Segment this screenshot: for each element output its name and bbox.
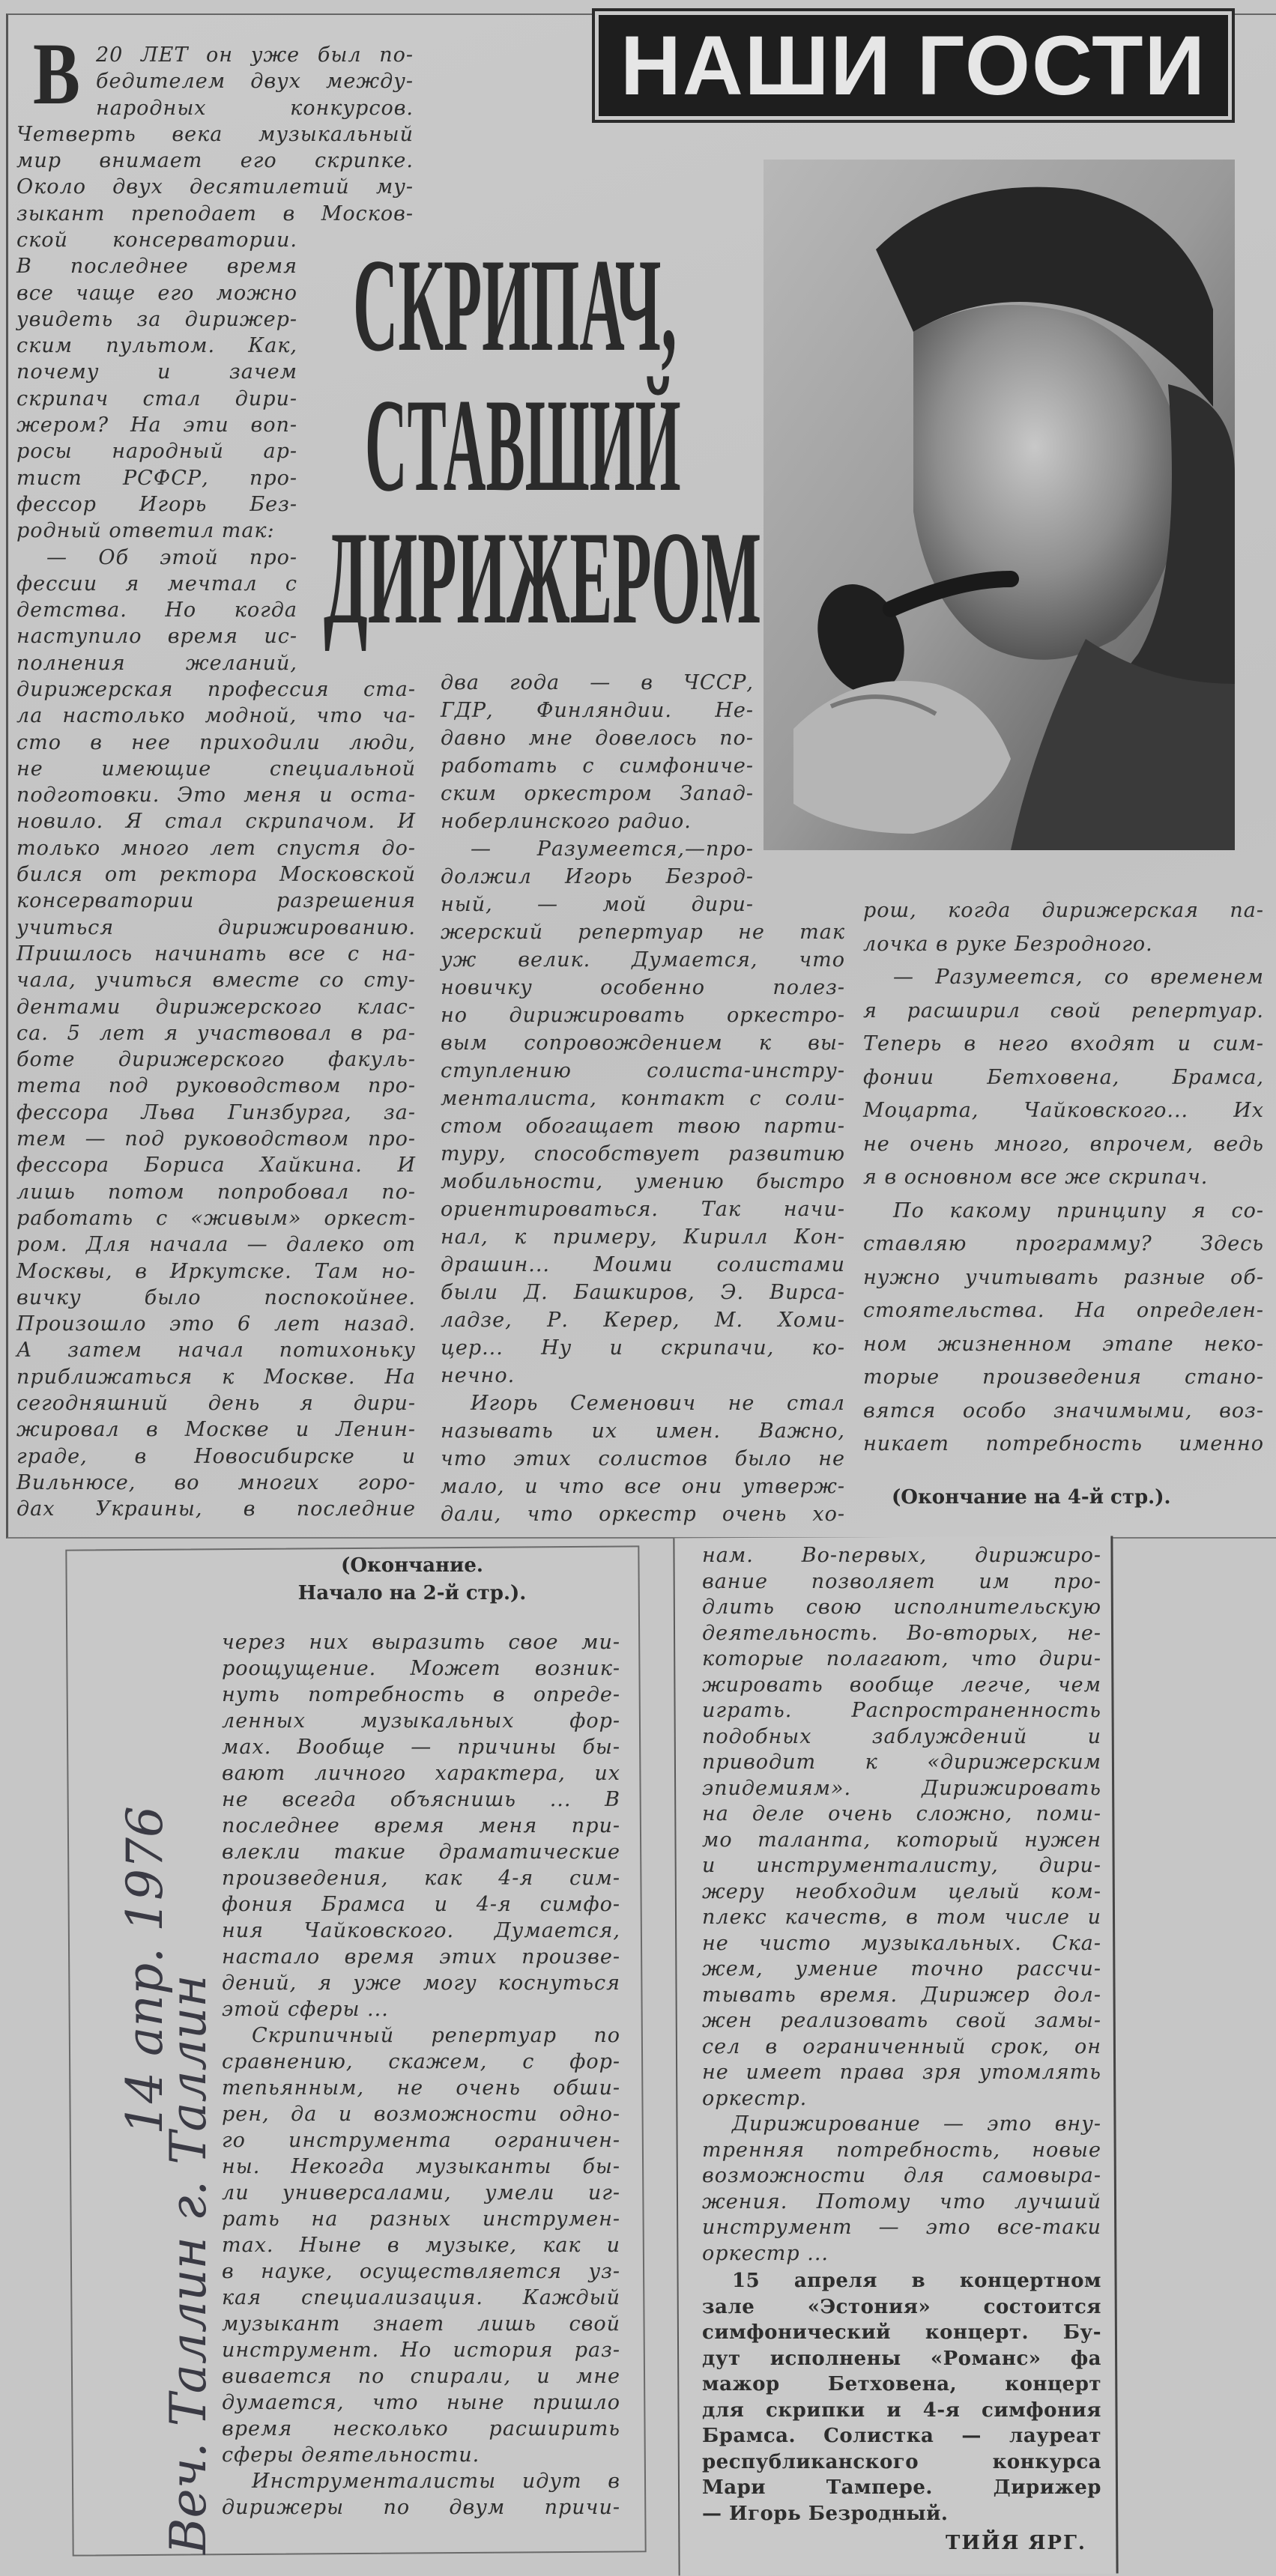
text-line: тист РСФСР, про- — [16, 466, 297, 490]
text-line: оркестр ... — [702, 2241, 829, 2265]
text-line: лочка в руке Безродного. — [863, 932, 1153, 956]
section-title: НАШИ ГОСТИ — [620, 18, 1207, 112]
paragraph — [16, 676, 416, 1523]
text-line: рош, когда дирижерская па- — [863, 899, 1264, 922]
text-line: Скрипичный репертуар по — [252, 2024, 620, 2047]
portrait-photo — [764, 160, 1235, 850]
concert-announcement — [702, 2268, 1101, 2527]
continuation-note — [247, 1552, 577, 1607]
text-line: почему и зачем — [16, 360, 297, 384]
text-line: только много лет спустя до- — [16, 836, 416, 860]
text-line: что этих солистов было не — [441, 1447, 845, 1470]
continuation-note-line-2: Начало на 2-й стр.). — [297, 1582, 527, 1604]
handwritten-annotation — [116, 1581, 217, 2554]
text-line: фессора Бориса Хайкина. И — [16, 1154, 416, 1178]
text-line: чала, учиться вместе со сту- — [16, 969, 416, 992]
text-line: полнения желаний, — [16, 651, 297, 675]
text-line: мо таланта, который нужен — [702, 1828, 1101, 1852]
continuation-column-2 — [702, 1543, 1101, 2267]
text-line: Пришлось начинать все с на- — [16, 942, 416, 966]
text-line: фессора Льва Гинзбурга, за- — [16, 1100, 416, 1124]
paragraph — [16, 545, 297, 676]
text-line: ный, — мой дири- — [441, 893, 754, 916]
text-line: сегодняшний день я дири- — [16, 1392, 416, 1416]
text-line: через них выразить свое ми- — [222, 1631, 620, 1654]
text-line: вивается по спирали, и мне — [222, 2365, 620, 2388]
text-line: лишь потом попробовал по- — [16, 1180, 416, 1204]
text-line: играть. Распространенность — [702, 1699, 1101, 1722]
text-line: вым сопровождением к вы- — [441, 1031, 845, 1055]
text-line: возможности для самовыра- — [702, 2164, 1101, 2187]
text-line: не всегда объяснишь ... В — [222, 1788, 620, 1811]
text-line: сто в нее приходили люди, — [16, 730, 416, 754]
text-line: торые произведения стано- — [863, 1366, 1264, 1389]
text-line: инструмент. Но история раз- — [222, 2339, 620, 2362]
article-column-1-narrow — [16, 227, 297, 676]
text-line: тепьянным, не очень обши- — [222, 2076, 620, 2100]
paragraph — [863, 1195, 1264, 1461]
text-line: нам. Во-первых, дирижиро- — [702, 1544, 1101, 1567]
text-line: — Разумеется,—про- — [471, 837, 754, 861]
text-line: длить свою исполнительскую — [702, 1595, 1101, 1619]
text-line: консерватории разрешения — [16, 889, 416, 913]
text-line: В последнее время — [16, 255, 297, 279]
text-line: мир внимает его скрипке. — [16, 149, 414, 173]
section-header — [592, 8, 1235, 123]
paragraph — [222, 2468, 620, 2521]
text-line: нужно учитывать разные об- — [863, 1265, 1264, 1289]
text-line: были Д. Башкиров, Э. Вирса- — [441, 1281, 845, 1304]
text-line: подобных заблуждений и — [702, 1724, 1101, 1748]
text-line: вятся особо значимыми, воз- — [863, 1398, 1264, 1422]
text-line: и инструменталисту, дири- — [702, 1854, 1101, 1877]
text-line: сравнению, скажем, с фор- — [222, 2050, 620, 2073]
paragraph — [863, 961, 1264, 1195]
text-line: дали, что оркестр очень хо- — [441, 1503, 845, 1526]
text-line: не чисто музыкальных. Ска- — [702, 1931, 1101, 1955]
text-line: фония Брамса и 4-я симфо- — [222, 1893, 620, 1916]
paragraph — [441, 918, 845, 1389]
article-column-2-wide — [441, 918, 845, 1528]
text-line: дентами дирижерского клас- — [16, 995, 416, 1019]
text-line: зале «Эстония» состоится — [702, 2295, 1101, 2318]
handwritten-date: 14 апр. 1976 — [116, 1806, 174, 2135]
text-line: мало, и что все они утверж- — [441, 1475, 845, 1498]
text-line: Мари Тампере. Дирижер — [702, 2476, 1101, 2499]
text-line: сферы деятельности. — [222, 2443, 480, 2467]
text-line: Инструменталисты идут в — [252, 2470, 620, 2493]
text-line: жеру необходим целый ком- — [702, 1879, 1101, 1903]
text-line: которые полагают, что дири- — [702, 1647, 1101, 1670]
text-line: 20 ЛЕТ он уже был по- — [96, 43, 414, 67]
continuation-column-1 — [222, 1629, 620, 2521]
text-line: жения. Потому что лучший — [702, 2189, 1101, 2213]
headline-line-2: СТАВШИЙ — [365, 371, 681, 519]
text-line: наступило время ис- — [16, 625, 297, 649]
text-line: настало время этих произве- — [222, 1945, 620, 1969]
text-line: не имеющие специальной — [16, 757, 416, 781]
paragraph — [702, 1543, 1101, 2112]
text-line: жировать вообще легче, чем — [702, 1673, 1101, 1697]
text-line: должил Игорь Безрод- — [441, 865, 754, 888]
text-line: ны. Некогда музыканты бы- — [222, 2155, 620, 2178]
portrait-image — [764, 160, 1235, 850]
text-line: для скрипки и 4-я симфония — [702, 2398, 1101, 2422]
text-line: — Разумеется, со временем — [893, 966, 1264, 989]
text-line: туру, способствует развитию — [441, 1142, 845, 1166]
text-line: — Игорь Безродный. — [702, 2502, 949, 2525]
text-line: рен, да и возможности одно- — [222, 2103, 620, 2126]
text-line: в науке, осуществляется уз- — [222, 2260, 620, 2283]
text-line: жерский репертуар не так — [441, 921, 845, 944]
text-line: музыкант знает лишь свой — [222, 2312, 620, 2336]
article-column-2-narrow — [441, 669, 754, 918]
text-line: По какому принципу я со- — [893, 1198, 1264, 1222]
text-line: все чаще его можно — [16, 281, 297, 305]
text-line: давно мне довелось по- — [441, 727, 754, 750]
text-line: на деле очень сложно, поми- — [702, 1802, 1101, 1825]
text-line: фессии я мечтал с — [16, 572, 297, 595]
article-column-1-wide — [16, 676, 416, 1523]
text-line: жем, умение точно рассчи- — [702, 1957, 1101, 1981]
text-line: тренняя потребность, новые — [702, 2138, 1101, 2162]
text-line: рать на разных инструмен- — [222, 2207, 620, 2231]
text-line: симфонический концерт. Бу- — [702, 2321, 1101, 2344]
text-line: новичку особенно полез- — [441, 976, 845, 999]
text-line: ла настолько модной, что ча- — [16, 704, 416, 728]
text-line: Дирижирование — это вну- — [732, 2112, 1101, 2136]
text-line: дах Украины, в последние — [16, 1497, 416, 1521]
text-line: са. 5 лет я участвовал в ра- — [16, 1021, 416, 1045]
text-line: нуть потребность в опреде- — [222, 1683, 620, 1706]
text-line: называть их имен. Важно, — [441, 1419, 845, 1443]
text-line: ставляю программу? Здесь — [863, 1232, 1264, 1255]
text-line: влекли такие драматические — [222, 1840, 620, 1864]
paragraph — [863, 894, 1264, 961]
text-line: Моцарта, Чайковского... Их — [863, 1099, 1264, 1122]
headline-line-1: СКРИПАЧ, — [353, 231, 677, 379]
text-line: никает потребность именно — [863, 1432, 1264, 1455]
text-line: сел в ограниченный срок, он — [702, 2034, 1101, 2058]
text-line: учиться дирижированию. — [16, 915, 416, 939]
text-line: подготовки. Это меня и оста- — [16, 784, 416, 807]
text-line: менталиста, контакт с соли- — [441, 1087, 845, 1110]
text-line: мобильности, умению быстро — [441, 1170, 845, 1193]
paragraph — [702, 2112, 1101, 2267]
handwritten-source: Веч. Таллин г. Таллин — [160, 1975, 217, 2554]
text-line: 15 апреля в концертном — [732, 2270, 1101, 2292]
text-line: родный ответил так: — [16, 519, 275, 543]
text-line: новило. Я стал скрипачом. И — [16, 810, 416, 834]
text-line: ориентироваться. Так начи- — [441, 1198, 845, 1221]
text-line: думается, что ныне пришло — [222, 2391, 620, 2414]
text-line: зыкант преподает в Москов- — [16, 201, 414, 225]
text-line: ли универсалами, умели иг- — [222, 2181, 620, 2204]
text-line: ГДР, Финляндии. Не- — [441, 699, 754, 722]
text-line: А затем начал потихоньку — [16, 1339, 416, 1363]
text-line: вают личного характера, их — [222, 1762, 620, 1785]
text-line: не имеет права зря утомлять — [702, 2061, 1101, 2084]
paragraph — [16, 227, 297, 545]
text-line: я в основном все же скрипач. — [863, 1166, 1209, 1189]
text-line: ром. Для начала — далеко от — [16, 1233, 416, 1257]
text-line: не очень много, впрочем, ведь — [863, 1132, 1264, 1156]
text-line: цер... Ну и скрипачи, ко- — [441, 1336, 845, 1360]
paragraph — [441, 835, 754, 918]
text-line: детства. Но когда — [16, 598, 297, 622]
text-line: тах. Ныне в музыке, как и — [222, 2234, 620, 2257]
text-line: кая специализация. Каждый — [222, 2286, 620, 2309]
text-line: Брамса. Солистка — лауреат — [702, 2425, 1101, 2447]
text-line: роощущение. Может возник- — [222, 1657, 620, 1680]
text-line: Москвы, в Иркутске. Там но- — [16, 1259, 416, 1283]
text-line: нечно. — [441, 1364, 515, 1387]
article-column-1-intro — [16, 42, 414, 227]
text-line: ния Чайковского. Думается, — [222, 1919, 620, 1942]
text-line: стоятельства. На определен- — [863, 1299, 1264, 1322]
text-line: тета под руководством про- — [16, 1074, 416, 1098]
text-line: ладзе, Р. Керер, М. Хоми- — [441, 1309, 845, 1332]
text-line: но дирижировать оркестро- — [441, 1004, 845, 1027]
text-line: Четверть века музыкальный — [16, 122, 414, 146]
text-line: стом обогащает твою парти- — [441, 1115, 845, 1138]
paragraph — [702, 2268, 1101, 2527]
text-line: тывать время. Дирижер дол- — [702, 1983, 1101, 2007]
drop-cap: В — [33, 25, 80, 123]
text-line: фессор Игорь Без- — [16, 492, 297, 516]
paragraph — [222, 2022, 620, 2468]
text-line: граде, в Новосибирске и — [16, 1444, 416, 1468]
text-line: два года — в ЧССР, — [441, 671, 754, 694]
text-line: мажор Бетховена, концерт — [702, 2373, 1101, 2395]
paragraph — [441, 1389, 845, 1528]
text-line: ном жизненном этапе неко- — [863, 1332, 1264, 1356]
text-line: — Об этой про- — [46, 545, 297, 569]
text-line: тем — под руководством про- — [16, 1127, 416, 1151]
text-line: я расширил свой репертуар. — [863, 998, 1264, 1022]
text-line: драшин... Моими солистами — [441, 1253, 845, 1276]
continuation-note-line-1: (Окончание. — [341, 1554, 483, 1577]
text-line: инструмент — это все-таки — [702, 2216, 1101, 2239]
text-line: эпидемиям». Дирижировать — [702, 1776, 1101, 1800]
text-line: уж велик. Думается, что — [441, 948, 845, 972]
text-line: плекс качеств, в том числе и — [702, 1906, 1101, 1929]
text-line: Вильнюсе, во многих горо- — [16, 1470, 416, 1494]
text-line: фонии Бетховена, Брамса, — [863, 1065, 1264, 1089]
paragraph — [222, 1629, 620, 2022]
text-line: вичку было поспокойнее. — [16, 1285, 416, 1309]
text-line: последнее время меня при- — [222, 1814, 620, 1837]
text-line: ским пультом. Как, — [16, 334, 297, 358]
text-line: дирижерская профессия ста- — [16, 678, 416, 701]
text-line: нал, к примеру, Кирилл Кон- — [441, 1225, 845, 1249]
text-line: го инструмента ограничен- — [222, 2129, 620, 2152]
text-line: жен реализовать свой замы- — [702, 2009, 1101, 2032]
text-line: ским оркестром Запад- — [441, 782, 754, 805]
article-column-3 — [863, 894, 1264, 1461]
text-line: Около двух десятилетий му- — [16, 175, 414, 199]
text-line: работать с симфониче- — [441, 754, 754, 778]
text-line: приближаться к Москве. На — [16, 1365, 416, 1389]
headline-line-3: ДИРИЖЕРОМ — [324, 503, 762, 652]
text-line: скрипач стал дири- — [16, 387, 297, 410]
text-line: время несколько расширить — [222, 2417, 620, 2440]
text-line: дений, я уже могу коснуться — [222, 1972, 620, 1995]
text-line: оркестр. — [702, 2086, 808, 2110]
text-line: увидеть за дирижер- — [16, 307, 297, 331]
text-line: бедителем двух между- — [96, 70, 414, 94]
text-line: бился от ректора Московской — [16, 863, 416, 887]
text-line: дут исполнены «Романс» фа — [702, 2347, 1101, 2370]
text-line: жером? На эти воп- — [16, 413, 297, 437]
text-line: ской консерватории. — [16, 228, 297, 252]
text-line: мах. Вообще — причины бы- — [222, 1736, 620, 1759]
text-line: боте дирижерского факуль- — [16, 1048, 416, 1072]
text-line: этой сферы ... — [222, 1998, 389, 2021]
text-line: республиканского конкурса — [702, 2450, 1101, 2473]
text-line: Игорь Семенович не стал — [471, 1392, 845, 1415]
text-line: деятельность. Во-вторых, не- — [702, 1621, 1101, 1645]
text-line: ступлению солиста-инстру- — [441, 1059, 845, 1082]
text-line: вание позволяет им про- — [702, 1569, 1101, 1593]
text-line: произведения, как 4-я сим- — [222, 1867, 620, 1890]
text-line: жировал в Москве и Ленин- — [16, 1418, 416, 1442]
paragraph — [16, 42, 414, 227]
text-line: дирижеры по двум причи- — [222, 2496, 620, 2519]
continued-on-page-4-note: (Окончание на 4-й стр.). — [892, 1486, 1171, 1509]
text-line: росы народный ар- — [16, 440, 297, 464]
paragraph — [441, 669, 754, 835]
text-line: ленных музыкальных фор- — [222, 1709, 620, 1733]
text-line: ноберлинского радио. — [441, 810, 692, 833]
text-line: Теперь в него входят и сим- — [863, 1032, 1264, 1055]
text-line: приводит к «дирижерским — [702, 1751, 1101, 1774]
text-line: работать с «живым» оркест- — [16, 1206, 416, 1230]
text-line: народных конкурсов. — [96, 96, 414, 120]
text-line: Произошло это 6 лет назад. — [16, 1312, 416, 1336]
author-byline: ТИЙЯ ЯРГ. — [946, 2532, 1086, 2554]
